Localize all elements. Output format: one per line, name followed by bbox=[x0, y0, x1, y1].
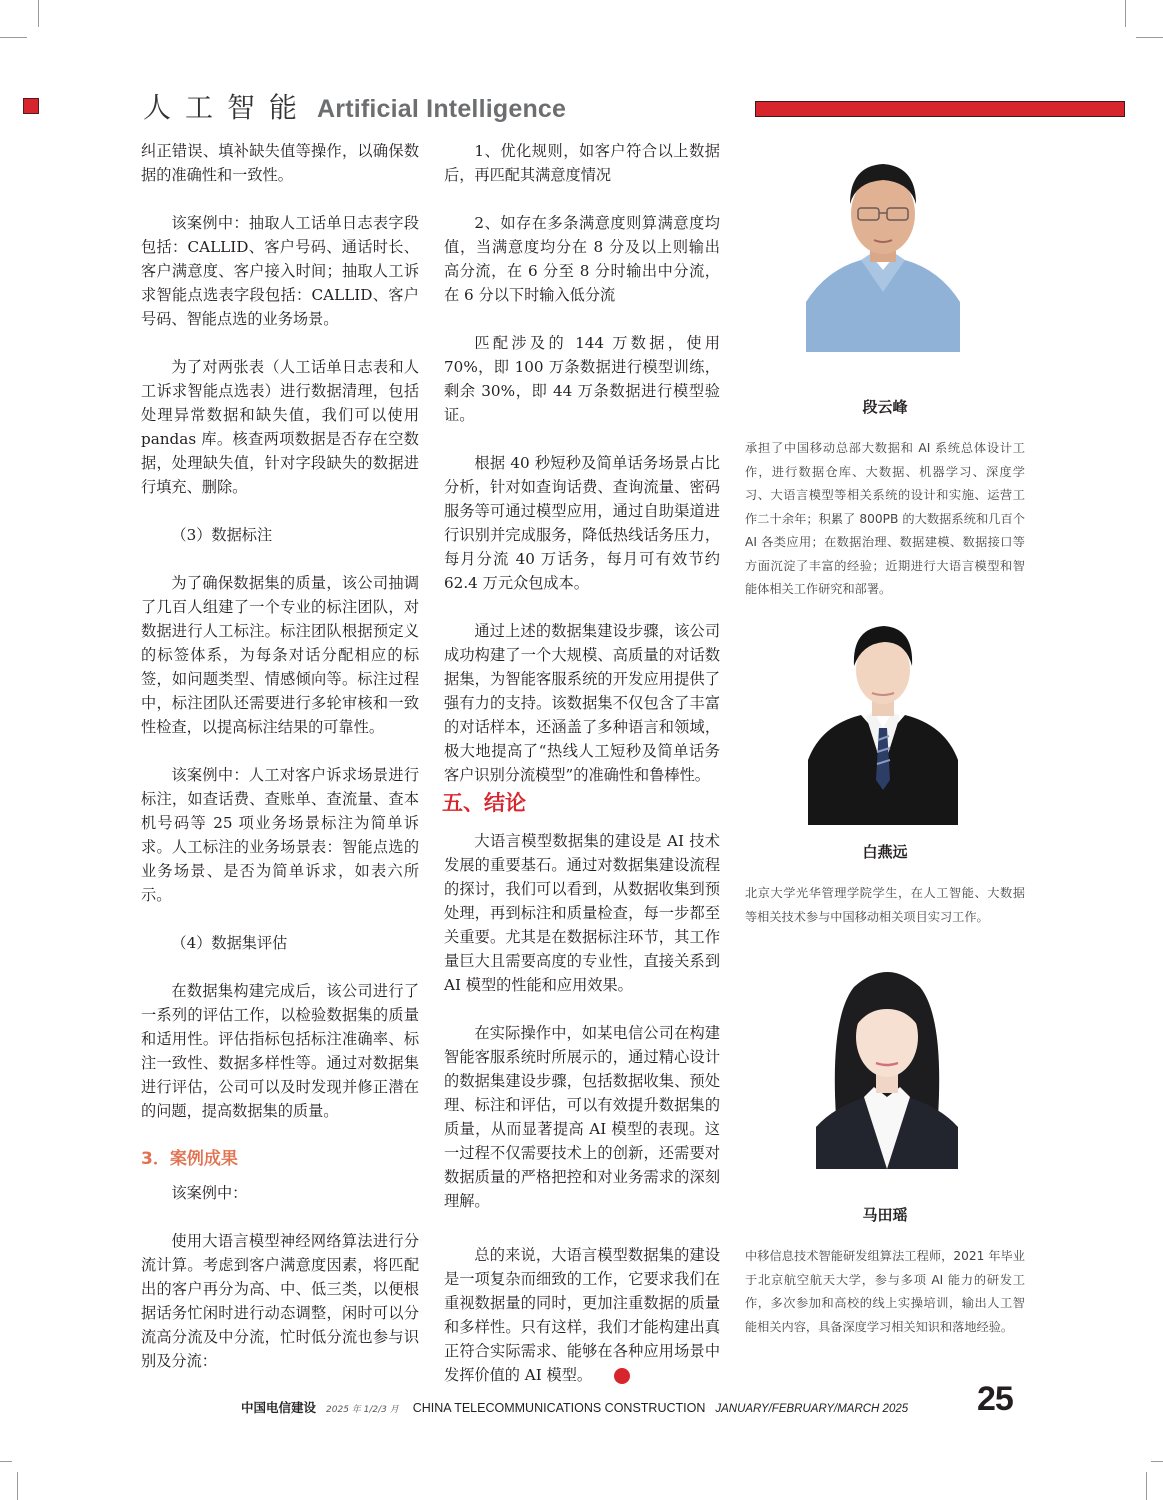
crop-mark bbox=[1125, 0, 1126, 27]
crop-mark bbox=[0, 37, 27, 38]
crop-mark bbox=[1151, 1461, 1163, 1462]
paragraph: 1、优化规则，如客户符合以上数据后，再匹配其满意度情况 bbox=[444, 142, 720, 184]
section-header bbox=[143, 86, 566, 126]
final-paragraph-text: 总的来说，大语言模型数据集的建设是一项复杂而细致的工作，它要求我们在重视数据量的同时，更加注重数据的质量和多样性。只有这样，我们才能构建出真正符合实际需求、能够在各种应用场景中发挥价值的 AI 模型。 bbox=[444, 1246, 720, 1384]
crop-mark bbox=[1146, 1472, 1147, 1500]
subheading-dataset-evaluation: （4）数据集评估 bbox=[171, 934, 288, 952]
paragraph: 在数据集构建完成后，该公司进行了一系列的评估工作，以检验数据集的质量和适用性。评估指标包括标注准确率、标注一致性、数据多样性等。通过对数据集进行评估，公司可以及时发现并修正潜在的问题，提高数据集的质量。 bbox=[141, 982, 419, 1120]
author-bio: 北京大学光华管理学院学生，在人工智能、大数据等相关技术参与中国移动相关项目实习工作。 bbox=[745, 886, 1025, 924]
paragraph: 该案例中： bbox=[171, 1184, 248, 1202]
paragraph: 使用大语言模型神经网络算法进行分流计算。考虑到客户满意度因素，将匹配出的客户再分为高、中、低三类，以便根据话务忙闲时进行动态调整，闲时可以分流高分流及中分流，忙时低分流也参与识别及分流： bbox=[141, 1232, 419, 1370]
paragraph: 纠正错误、填补缺失值等操作，以确保数据的准确性和一致性。 bbox=[141, 142, 419, 184]
page-number: 25 bbox=[977, 1380, 1013, 1418]
crop-mark bbox=[1136, 37, 1163, 38]
author-photo-ma-tianyao bbox=[814, 957, 960, 1169]
paragraph: 为了对两张表（人工话单日志表和人工诉求智能点选表）进行数据清理，包括处理异常数据和缺失值，我们可以使用 pandas 库。核查两项数据是否存在空数据，处理缺失值，针对字段缺失的数据进行填充、删除。 bbox=[141, 358, 419, 496]
crop-mark bbox=[17, 1472, 18, 1500]
issue-date-cn: 2025 年 1/2/3 月 bbox=[326, 1405, 399, 1415]
author-bio: 中移信息技术智能研发组算法工程师，2021 年毕业于北京航空航天大学，参与多项 AI 能力的研发工作，多次参加和高校的线上实操培训，输出人工智能相关内容，具备深度学习相关知识和落地经验。 bbox=[745, 1249, 1025, 1334]
paragraph: 通过上述的数据集建设步骤，该公司成功构建了一个大规模、高质量的对话数据集，为智能客服系统的开发应用提供了强有力的支持。该数据集不仅包含了丰富的对话样本，还涵盖了多种语言和领域，极大地提高了“热线人工短秒及简单话务客户识别分流模型”的准确性和鲁棒性。 bbox=[444, 622, 720, 784]
magazine-name-en: CHINA TELECOMMUNICATIONS CONSTRUCTION bbox=[412, 1401, 706, 1415]
article-column-2 bbox=[444, 139, 720, 1387]
paragraph bbox=[444, 1243, 720, 1387]
paragraph: 该案例中：人工对客户诉求场景进行标注，如查话费、查账单、查流量、查本机号码等 25 项业务场景标注为简单诉求。人工标注的业务场景表：智能点选的业务场景、是否为简单诉求，如表六所示。 bbox=[141, 766, 419, 904]
crop-mark bbox=[0, 1461, 12, 1462]
crop-mark bbox=[38, 0, 39, 27]
article-column-1 bbox=[141, 139, 419, 1373]
section-title-cn: 人工智能 bbox=[143, 91, 312, 124]
paragraph: 在实际操作中，如某电信公司在构建智能客服系统时所展示的，通过精心设计的数据集建设步骤，包括数据收集、预处理、标注和评估，可以有效提升数据集的质量，从而显著提高 AI 模型的表现。这一过程不仅需要技术上的创新，还需要对数据质量的严格把控和对业务需求的深刻理解。 bbox=[444, 1024, 720, 1210]
section-marker-square bbox=[23, 98, 39, 114]
author-photo-bai-yanyuan bbox=[806, 620, 960, 825]
heading-case-results: 3．案例成果 bbox=[141, 1149, 238, 1169]
author-name: 马田瑶 bbox=[862, 1206, 908, 1224]
paragraph: 该案例中：抽取人工话单日志表字段包括：CALLID、客户号码、通话时长、客户满意度、客户接入时间；抽取人工诉求智能点选表字段包括：CALLID、客户号码、智能点选的业务场景。 bbox=[141, 214, 419, 328]
section-title-en: Artificial Intelligence bbox=[317, 95, 567, 123]
heading-conclusion: 五、结论 bbox=[442, 791, 526, 815]
paragraph: 为了确保数据集的质量，该公司抽调了几百人组建了一个专业的标注团队，对数据进行人工标注。标注团队根据预定义的标签体系，为每条对话分配相应的标签，如问题类型、情感倾向等。标注过程中，标注团队还需要进行多轮审核和一致性检查，以提高标注结果的可靠性。 bbox=[141, 574, 419, 736]
magazine-name-cn: 中国电信建设 bbox=[241, 1400, 317, 1415]
author-photo-duan-yunfeng bbox=[806, 152, 960, 352]
paragraph: 2、如存在多条满意度则算满意度均值，当满意度均分在 8 分及以上则输出高分流，在 6 分至 8 分时输出中分流，在 6 分以下时输入低分流 bbox=[444, 214, 720, 304]
author-bio: 承担了中国移动总部大数据和 AI 系统总体设计工作，进行数据仓库、大数据、机器学习、深度学习、大语言模型等相关系统的设计和实施、运营工作二十余年；积累了 800PB 的大数据系统和几百个 AI 各类应用；在数据治理、数据建模、数据接口等方面沉淀了丰富的经验；近期进行大语言模型和智能体相关工作研究和部署。 bbox=[745, 441, 1025, 596]
paragraph: 匹配涉及的 144 万数据，使用 70%，即 100 万条数据进行模型训练，剩余 30%，即 44 万条数据进行模型验证。 bbox=[444, 334, 720, 424]
paragraph: 根据 40 秒短秒及简单话务场景占比分析，针对如查询话费、查询流量、密码服务等可通过模型应用，通过自助渠道进行识别并完成服务，降低热线话务压力，每月分流 40 万话务，每月可有效节约 62.4 万元众包成本。 bbox=[444, 454, 720, 592]
subheading-data-annotation: （3）数据标注 bbox=[171, 526, 273, 544]
author-name: 白燕远 bbox=[862, 843, 908, 861]
section-header-bar bbox=[755, 101, 1125, 117]
paragraph: 大语言模型数据集的建设是 AI 技术发展的重要基石。通过对数据集建设流程的探讨，我们可以看到，从数据收集到预处理，再到标注和质量检查，每一步都至关重要。尤其是在数据标注环节，其工作量巨大且需要高度的专业性，直接关系到 AI 模型的性能和应用效果。 bbox=[444, 832, 720, 994]
author-name: 段云峰 bbox=[862, 398, 908, 416]
page-footer bbox=[241, 1398, 908, 1416]
issue-date-en: JANUARY/FEBRUARY/MARCH 2025 bbox=[715, 1403, 909, 1415]
ctc-end-mark-icon: CTC bbox=[614, 1368, 630, 1384]
